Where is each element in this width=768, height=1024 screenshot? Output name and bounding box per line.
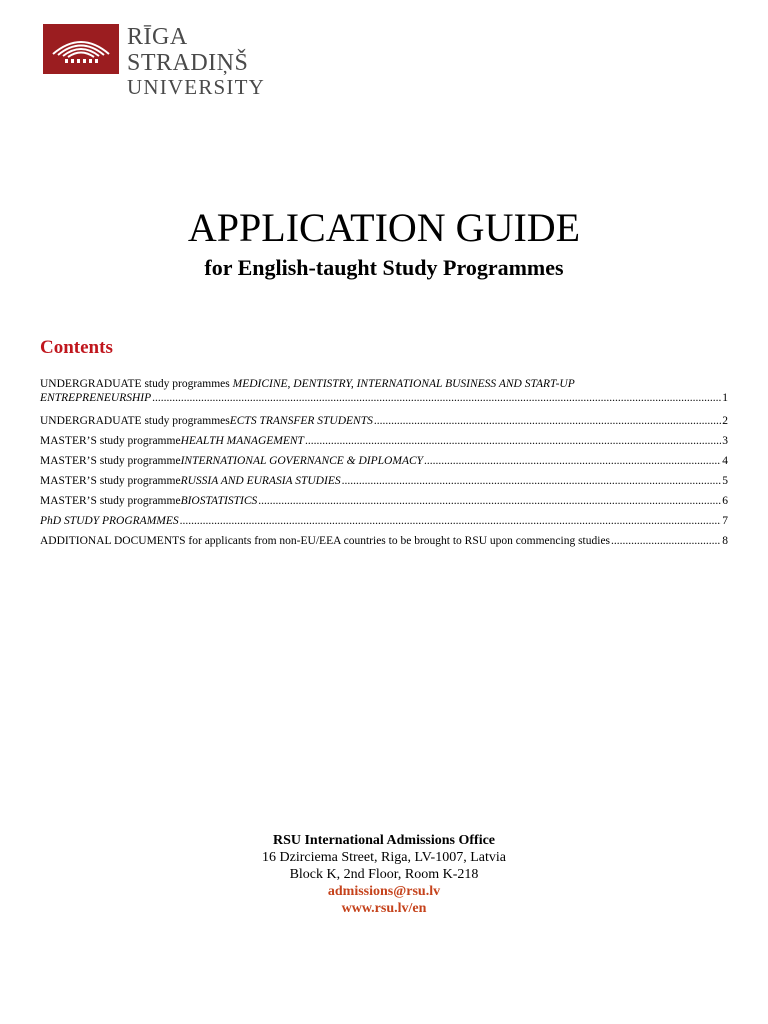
rsu-arches-icon bbox=[43, 24, 119, 74]
toc-entry[interactable] bbox=[40, 431, 728, 451]
toc-page-number: 6 bbox=[722, 495, 728, 507]
office-address-line-2: Block K, 2nd Floor, Room K-218 bbox=[289, 867, 479, 882]
document-subtitle: for English-taught Study Programmes bbox=[204, 255, 564, 280]
toc-leader bbox=[342, 471, 722, 491]
toc-entry-title: BIOSTATISTICS bbox=[180, 495, 258, 507]
office-name: RSU International Admissions Office bbox=[272, 833, 496, 848]
toc-entry-title: HEALTH MANAGEMENT bbox=[180, 435, 304, 447]
toc-leader bbox=[180, 511, 722, 531]
toc-leader bbox=[611, 531, 721, 551]
toc-leader bbox=[258, 491, 721, 511]
toc-page-number: 3 bbox=[722, 435, 728, 447]
toc-entry[interactable] bbox=[40, 511, 728, 531]
toc-entry-title: INTERNATIONAL GOVERNANCE & DIPLOMACY bbox=[180, 455, 424, 467]
toc-entry-prefix: MASTER’S study programme bbox=[40, 455, 181, 467]
toc-page-number: 8 bbox=[722, 535, 728, 547]
table-of-contents bbox=[40, 377, 728, 551]
toc-entry[interactable] bbox=[40, 411, 728, 431]
toc-entry-prefix: UNDERGRADUATE study programmes bbox=[40, 415, 230, 427]
toc-leader bbox=[424, 451, 721, 471]
document-title: APPLICATION GUIDE bbox=[187, 205, 581, 250]
toc-entry-prefix: MASTER’S study programme bbox=[40, 495, 181, 507]
university-name bbox=[127, 24, 299, 98]
toc-entry-title: MEDICINE, DENTISTRY, INTERNATIONAL BUSINESS AND START-UP bbox=[232, 378, 575, 390]
toc-page-number: 7 bbox=[722, 515, 728, 527]
logo-line-2: UNIVERSITY bbox=[127, 75, 265, 99]
logo-line-1: RĪGA STRADIŅŠ bbox=[127, 24, 249, 76]
office-address-line-1: 16 Dzirciema Street, Riga, LV-1007, Latvia bbox=[262, 850, 506, 865]
toc-entry-first-line bbox=[40, 377, 728, 391]
toc-entry-title: PhD STUDY PROGRAMMES bbox=[40, 515, 179, 527]
toc-entry-prefix: UNDERGRADUATE study programmes bbox=[40, 378, 233, 390]
toc-entry[interactable] bbox=[40, 531, 728, 551]
toc-entry[interactable] bbox=[40, 451, 728, 471]
toc-entry-prefix: ADDITIONAL DOCUMENTS for applicants from non-EU/EEA countries to be brought to RSU upon commencing studies bbox=[40, 535, 611, 547]
admissions-office-contact bbox=[0, 832, 768, 917]
toc-leader bbox=[152, 391, 721, 406]
toc-page-number: 2 bbox=[722, 415, 728, 427]
toc-page-number: 5 bbox=[722, 475, 728, 487]
contents-heading: Contents bbox=[40, 337, 113, 358]
toc-entry-title-continued: ENTREPRENEURSHIP bbox=[40, 392, 152, 404]
toc-entry[interactable] bbox=[40, 471, 728, 491]
office-website-link[interactable]: www.rsu.lv/en bbox=[341, 901, 427, 916]
toc-page-number: 4 bbox=[722, 455, 728, 467]
toc-entry-title: RUSSIA AND EURASIA STUDIES bbox=[180, 475, 341, 487]
toc-entry-prefix: MASTER’S study programme bbox=[40, 435, 181, 447]
toc-page-number: 1 bbox=[722, 392, 728, 404]
toc-leader bbox=[305, 431, 721, 451]
university-logo bbox=[43, 24, 299, 99]
toc-entry-title: ECTS TRANSFER STUDENTS bbox=[229, 415, 373, 427]
office-email-link[interactable]: admissions@rsu.lv bbox=[327, 884, 441, 899]
toc-entry-prefix: MASTER’S study programme bbox=[40, 475, 181, 487]
toc-entry[interactable] bbox=[40, 377, 728, 406]
toc-entry[interactable] bbox=[40, 491, 728, 511]
toc-leader bbox=[374, 411, 721, 431]
